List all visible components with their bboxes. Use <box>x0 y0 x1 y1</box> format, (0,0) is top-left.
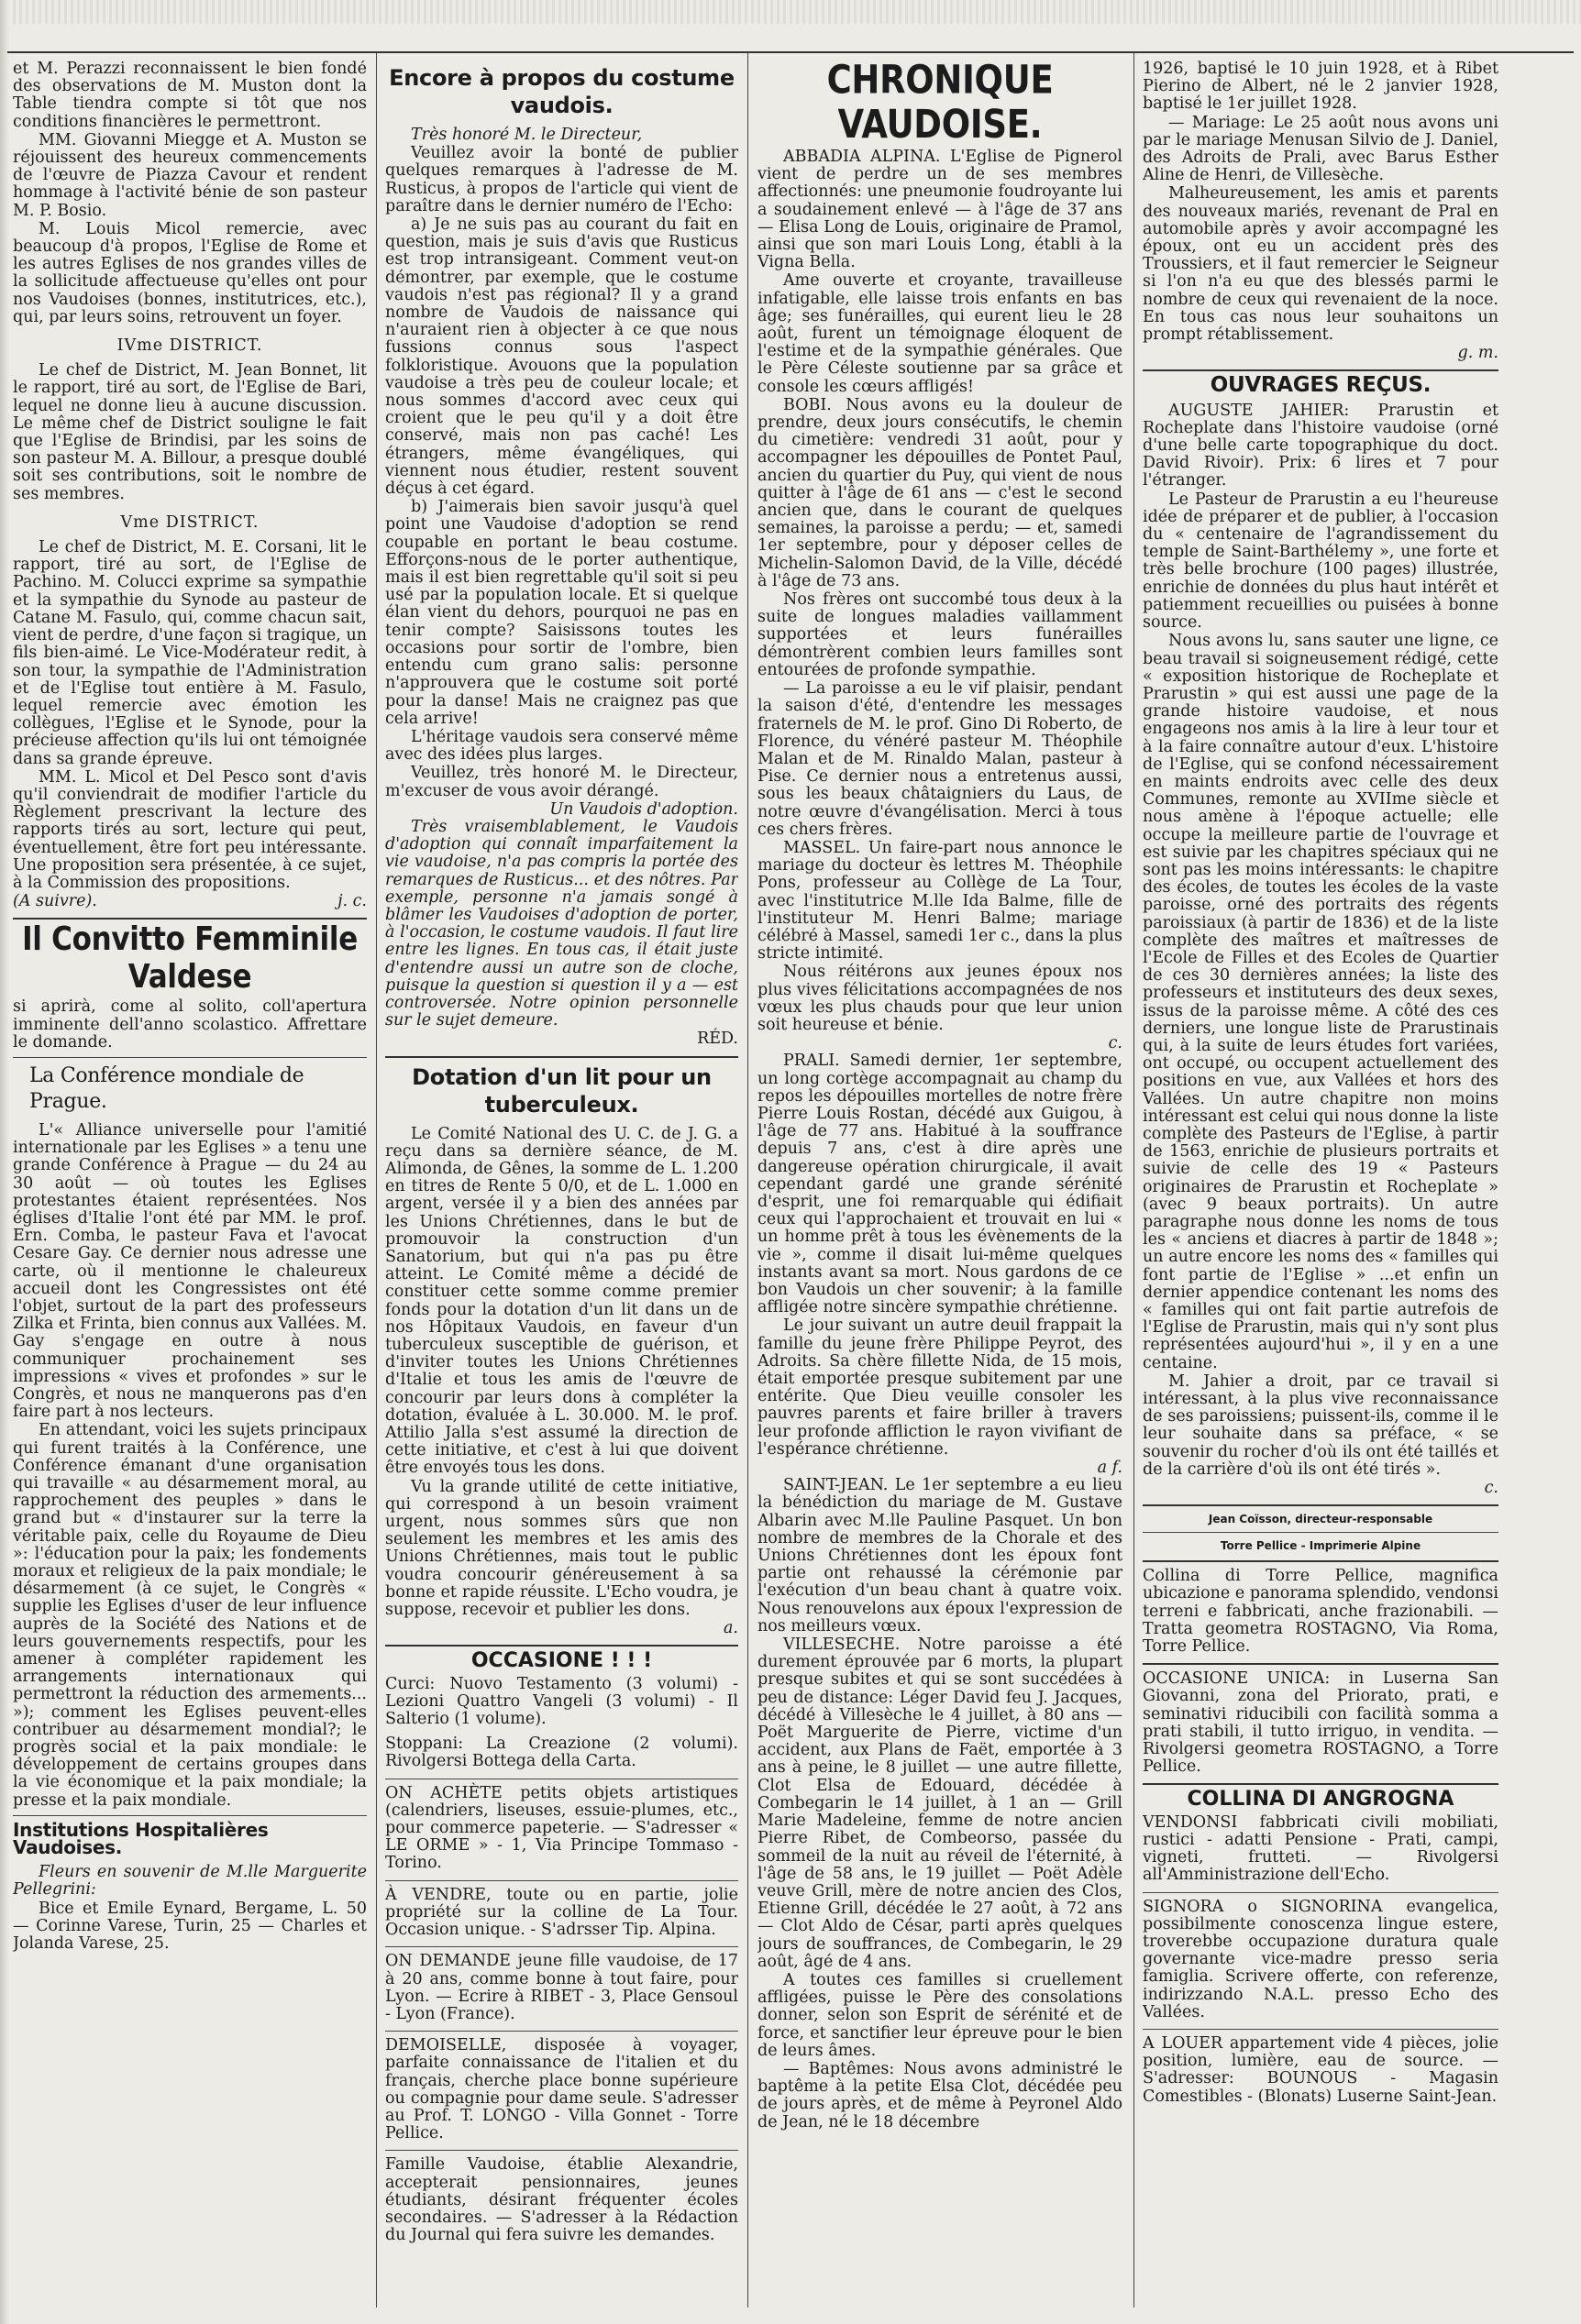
section-rule <box>13 1815 367 1816</box>
scan-edge-left <box>0 0 9 2324</box>
convitto-heading: Il Convitto Femminile Valdese <box>22 920 358 997</box>
ad-rule <box>385 1946 738 1947</box>
paragraph: Nous réitérons aux jeunes époux nos plus vives félicitations accompagnées de nos vœux les plus chauds pour que leur union soit heureuse et bénie. <box>757 963 1122 1034</box>
paragraph: MM. Giovanni Miegge et A. Muston se réjouissent des heureux commencements de l'œuvre de Piazza Cavour et rendent hommage à l'activité bénie de son pasteur M. P. Bosio. <box>13 130 367 220</box>
ad-text: SIGNORA o SIGNORINA evangelica, possibilmente conoscenza lingue estere, troverebbe occupazione duratura quale governante vice-madre presso seria famiglia. Scrivere offerte, con referenze, indirizzando N.A.L. presso Echo des Vallées. <box>1143 1897 1498 2021</box>
section-rule <box>385 1056 738 1058</box>
paragraph: — La paroisse a eu le vif plaisir, pendant la saison d'été, d'entendre les messages fraternels de M. le prof. Gino Di Roberto, de Florence, du vénéré pasteur M. Théophile Malan et de M. Rinaldo Malan, pasteur à Pise. Ce dernier nous a entretenus aussi, sous les beaux châtaigniers du Laus, de notre œuvre d'évangélisation. Merci à tous ces chers frères. <box>757 679 1122 839</box>
costume-heading: Encore à propos du costume vaudois. <box>389 65 735 118</box>
ad-text: A LOUER appartement vide 4 pièces, jolie position, lumière, eau de source. — S'adresser: BOUNOUS - Magasin Comestibles - (Blonats) Luserne Saint-Jean. <box>1143 2033 1498 2106</box>
column-separator <box>747 53 748 2307</box>
signature: RÉD. <box>697 1030 738 1049</box>
ad-text: ON ACHÈTE petits objets artistiques (calendriers, liseuses, essuie-plumes, etc., pour commerce papeterie. — S'adresser « LE ORME » - 1, Via Principe Tommaso - Torino. <box>385 1783 738 1873</box>
paragraph: En attendant, voici les sujets principaux qui furent traités à la Conférence, une Conférence émanant d'une organisation qui travaille « au désarmement moral, au rapprochement des peuples » dans le grand but « d'instaurer sur la terre la véritable paix, celle du Royaume de Dieu »: l'éducation pour la paix; les fondements moraux et religieux de la paix mondiale; le désarmement (à ce sujet, le Congrès « supplie les Eglises d'user de leur influence auprès de la Société des Nations et de leurs gouvernements respectifs, pour les amener à compléter rapidement les arrangements internationaux qui permettront la réduction des armements... »); comment les Eglises peuvent-elles contribuer au désarmement mondial?; le progrès social et la paix mondiale: le développement de certains groupes dans la vie économique et la paix mondiale; la presse et la paix mondiale. <box>13 1421 367 1810</box>
column-2 <box>385 61 738 2311</box>
paragraph: Veuillez, très honoré M. le Directeur, m'excuser de vous avoir dérangé. <box>385 764 738 800</box>
paragraph: SAINT-JEAN. Le 1er septembre a eu lieu la bénédiction du mariage de M. Gustave Albarin avec M.lle Pauline Pasquet. Un bon nombre de membres de la Chorale et des Unions Chrétiennes dont les époux font partie ont rehaussé la cérémonie par l'exécution d'un beau chant à quatre voix. Nous renouvelons aux époux l'expression de nos meilleurs vœux. <box>757 1476 1122 1636</box>
paragraph: — Mariage: Le 25 août nous avons uni par le mariage Menusan Silvio de J. Daniel, des Adroits de Prali, avec Barus Esther Aline de Henri, de Villesèche. <box>1143 113 1498 185</box>
paragraph: — Baptêmes: Nous avons administré le baptême à la petite Elsa Clot, décédée peu de jours après, et de même à Peyronel Aldo de Jean, né le 18 décembre <box>757 2059 1122 2131</box>
paragraph: L'« Alliance universelle pour l'amitié internationale par les Eglises » a tenu une grande Conférence à Prague — du 24 au 30 août — où toutes les Eglises protestantes étaient représentées. Nos églises d'Italie l'ont été par MM. le prof. Ern. Comba, le pasteur Fava et l'avocat Cesare Gay. Ce dernier nous adresse une carte, où il mentionne le chaleureux accueil dont les Congressistes ont été l'objet, surtout de la part des professeurs Zilka et Frinta, bien connus aux Vallées. M. Gay s'engage en outre à nous communiquer prochainement ses impressions « vives et profondes » sur le Congrès, et nous ne manquerons pas d'en faire part à nos lecteurs. <box>13 1120 367 1422</box>
section-rule <box>385 1645 738 1647</box>
angrogna-heading: COLLINA DI ANGROGNA <box>1187 1788 1454 1812</box>
paragraph: Malheureusement, les amis et parents des nouveaux mariés, revenant de Pral en automobile après y avoir accompagné les époux, ont eu un accident près des Troussiers, et il faut remercier le Seigneur si l'on n'a eu que des blessés parmi le nombre de ceux qui revenaient de la noce. En tous cas nous leur souhaitons un prompt rétablissement. <box>1143 184 1498 345</box>
paragraph: 1926, baptisé le 10 juin 1928, et à Ribet Pierino de Albert, né le 2 janvier 1928, baptisé le 1er juillet 1928. <box>1143 61 1498 114</box>
ad-text: DEMOISELLE, disposée à voyager, parfaite connaissance de l'italien et du français, cherche place bonne supérieure ou compagnie pour dame seule. S'adresser au Prof. T. LONGO - Villa Gonnet - Torre Pellice. <box>385 2036 738 2143</box>
ad-rule <box>1143 1663 1498 1665</box>
paragraph: Le Pasteur de Prarustin a eu l'heureuse idée de préparer et de publier, à l'occasion du « centenaire de l'agrandissement du temple de Saint-Barthélemy », une forte et très belle brochure (100 pages) illustrée, enrichie de données du plus haut intérêt et patiemment recueillies ou puisées à bonne source. <box>1143 490 1498 633</box>
column-separator <box>1133 53 1134 2307</box>
occasione-heading: OCCASIONE ! ! ! <box>470 1649 653 1673</box>
ouvrages-heading: OUVRAGES REÇUS. <box>1210 373 1432 398</box>
paragraph: MASSEL. Un faire-part nous annonce le mariage du docteur ès lettres M. Théophile Pons, professeur au Collège de La Tour, avec l'institutrice M.lle Ida Balme, fille de l'instituteur M. Henri Balme; mariage célébré à Massel, samedi 1er c., dans la plus stricte intimité. <box>757 838 1122 964</box>
signature: g. m. <box>1457 344 1498 363</box>
dotation-heading: Dotation d'un lit pour un tuberculeux. <box>412 1063 712 1118</box>
ad-text: Famille Vaudoise, établie Alexandrie, accepterait pensionnaires, jeunes étudiants, désirant fréquenter écoles secondaires. — S'adresser à la Rédaction du Journal qui fera suivre les demandes. <box>385 2155 738 2245</box>
paragraph: Le Comité National des U. C. de J. G. a reçu dans sa dernière séance, de M. Alimonda, de Gênes, la somme de L. 1.200 en titres de Rente 5 0/0, et de L. 1.000 en argent, versée il y a bien des années par les Unions Chrétiennes, dans le but de promouvoir la construction d'un Sanatorium, but qui n'a pas pu être atteint. Le Comité même a décidé de constituer cette somme comme premier fonds pour la dotation d'un lit dans un de nos Hôpitaux Vaudois, en faveur d'un tuberculeux susceptible de guérison, et d'inviter toutes les Unions Chrétiennes d'Italie et tous les amis de l'œuvre de concourir par leurs dons à compléter la dotation, évaluée à L. 30.000. M. le prof. Attilio Jalla s'est assumé la direction de cette initiative, et c'est à lui que doivent être envoyés tous les dons. <box>385 1124 738 1478</box>
imprint-rule <box>1143 1560 1498 1562</box>
paragraph: a) Je ne suis pas au courant du fait en question, mais je suis d'avis que Rusticus est trop intransigeant. Comment veut-on démontrer, par exemple, que le costume vaudois n'est pas régional? Il y a grand nombre de Vaudois de naissance qui n'auraient rien à objecter à ce que nous fussions connus sous l'aspect folkloristique. Avouons que la population vaudoise a très peu de couleur locale; et nous sommes d'accord avec ceux qui croient que le peu qu'il y a doit être conservé, mais non pas caché! Les étrangers, même évangéliques, qui viennent nous étudier, restent souvent déçus à cet égard. <box>385 215 738 499</box>
paragraph: PRALI. Samedi dernier, 1er septembre, un long cortège accompagnait au champ du repos les dépouilles mortelles de notre frère Pierre Louis Rostan, décédé aux Guigou, à l'âge de 77 ans. Habitué à la souffrance depuis 7 ans, c'est à dire après une dangereuse opération chirurgicale, il avait cependant gardé une grande sérénité d'esprit, une foi remarquable qui édifiait ceux qui l'approchaient et trouvait en lui « un homme prêt à tous les évènements de la vie », comme il disait lui-même quelques instants avant sa mort. Nous gardons de ce bon Vaudois un cher souvenir; à la famille affligée notre sincère sympathie chrétienne. <box>757 1052 1122 1317</box>
hospitals-heading: Institutions Hospitalières Vaudoises. <box>13 1818 269 1859</box>
paragraph: Le chef de District, M. E. Corsani, lit le rapport, tiré au sort, de l'Eglise de Pachino. M. Colucci exprime sa sympathie et la sympathie du Synode au pasteur de Catane M. Fasulo, qui, comme chacun sait, vient de perdre, d'une façon si tragique, un fils bien-aimé. Le Vice-Modérateur redit, à son tour, la sympathie de l'Administration et de l'Eglise tout entière à M. Fasulo, lequel remercie avec émotion les collègues, l'Eglise et le Synode, pour la précieuse affection qu'ils lui ont témoignée dans sa grande épreuve. <box>13 538 367 768</box>
signature: c. <box>1484 1479 1498 1498</box>
ad-rule <box>1143 1783 1498 1785</box>
signature: j. c. <box>337 892 367 911</box>
to-be-continued <box>13 893 367 910</box>
column-1 <box>13 61 367 2311</box>
ad-rule <box>385 1880 738 1881</box>
ad-text: Stoppani: La Creazione (2 volumi). Rivolgersi Bottega della Carta. <box>385 1735 738 1771</box>
signature: Un Vaudois d'adoption. <box>549 799 738 819</box>
section-rule <box>13 1057 367 1058</box>
suivre-note: (A suivre). <box>13 892 97 911</box>
paragraph: M. Louis Micol remercie, avec beaucoup d'à propos, l'Eglise de Rome et les autres Eglises de nos grandes villes de la sollicitude affectueuse qu'elles ont pour nos Vaudoises (bonnes, institutrices, etc.), qui, par leurs soins, retrouvent un foyer. <box>13 219 367 326</box>
paragraph: b) J'aimerais bien savoir jusqu'à quel point une Vaudoise d'adoption se rend coupable en portant le beau costume. Efforçons-nous de le porter authentique, mais il est bien regrettable qu'il soit si peu usé par la population locale. Et si quelque élan vient du dehors, pourquoi ne pas en tenir compte? Saisissons toutes les occasions pour sortir de l'ombre, bien entendu cum grano salis: personne n'approuvera que le costume soit porté pour la danse! Mais ne craignez pas que cela arrive! <box>385 498 738 728</box>
paragraph: Le chef de District, M. Jean Bonnet, lit le rapport, tiré au sort, de l'Eglise de Bari, lequel ne donne lieu à aucune discussion. Le même chef de District souligne le fait que l'Eglise de Brindisi, par les soins de son pasteur M. A. Billour, a presque doublé soit ses contributions, soit le nombre de ses membres. <box>13 361 367 503</box>
paragraph: A toutes ces familles si cruellement affligées, puisse le Père des consolations donner, selon son Esprit de sérénité et de force, et sanctifier leur épreuve pour le bien de leurs âmes. <box>757 1970 1122 2060</box>
ad-text: Curci: Nuovo Testamento (3 volumi) - Lezioni Quattro Vangeli (3 volumi) - Il Salterio (1 volume). <box>385 1674 738 1729</box>
paragraph: VILLESECHE. Notre paroisse a été durement éprouvée par 6 morts, la plupart presque subites et qui se sont succédées à peu de distance: Léger David feu J. Jacques, décédé à Villesèche le 4 juillet, à 80 ans — Poët Marguerite de Pierre, victime d'un accident, aux Plans de Faët, emportée à 3 ans à peine, le 8 juillet — une autre fillette, Clot Elsa de Edouard, décédée à Combegarin le 14 juillet, à 1 an — Grill Marie Madeleine, femme de notre ancien Pierre Ribet, de Combeorso, passée du sommeil de la nuit au réveil de l'éternité, à l'âge de 58 ans, le 19 juillet — Poët Adèle veuve Grill, mère de notre ancien des Clos, Etienne Grill, décédée le 27 août, à 72 ans — Clot Aldo de César, parti après quelques jours de souffrances, de Combegarin, le 29 août, âgé de 4 ans. <box>757 1636 1122 1971</box>
signature: c. <box>1108 1034 1122 1053</box>
signature: a f. <box>1097 1459 1122 1478</box>
imprint-rule <box>1143 1504 1498 1506</box>
paragraph: MM. L. Micol et Del Pesco sont d'avis qu'il conviendrait de modifier l'article du Règlement prescrivant la lecture des rapports tirés au sort, lecture qui peut, éventuellement, être fort peu intéressante. Une proposition sera présentée, à ce sujet, à la Commission des propositions. <box>13 767 367 892</box>
column-4 <box>1143 61 1498 2311</box>
ad-text: VENDONSI fabbricati civili mobiliati, rustici - adatti Pensione - Prati, campi, vigneti, frutteti. — Rivolgersi all'Amministrazione dell'Echo. <box>1143 1812 1498 1885</box>
column-3 <box>757 61 1122 2311</box>
paragraph: BOBI. Nous avons eu la douleur de prendre, deux jours consécutifs, le chemin du cimetière: vendredi 31 août, pour y accompagner les dépouilles de Pontet Paul, ancien du quartier du Puy, qui vient de nous quitter à l'âge de 61 ans — c'est le second ancien que, dans le courant de quelques semaines, la paroisse a perdu; — et, samedi 1er septembre, pour y déposer celles de Michelin-Salomon David, de la Ville, décédé à l'âge de 73 ans. <box>757 395 1122 590</box>
paragraph: et M. Perazzi reconnaissent le bien fondé des observations de M. Muston dont la Table tiendra compte si tôt que nos conditions financières le permettront. <box>13 61 367 131</box>
paragraph: Veuillez avoir la bonté de publier quelques remarques à l'adresse de M. Rusticus, à propos de l'article qui vient de paraître dans le dernier numéro de l'Echo: <box>385 144 738 215</box>
district-4-heading: IVme DISTRICT. <box>116 336 263 356</box>
editor-reply: Très vraisemblablement, le Vaudois d'adoption qui connaît imparfaitement la vie vaudoise, n'a pas compris la portée des remarques de Rusticus... et des nôtres. Par exemple, personne n'a jamais songé à blâmer les Vaudoises d'adoption de porter, à l'occasion, le costume vaudois. Il faut lire entre les lignes. En tous cas, il était juste d'entendre aussi un autre son de cloche, puisque la question si question il y a — est controversée. Notre opinion personnelle sur le sujet demeure. <box>385 817 738 1030</box>
convitto-text: si aprirà, come al solito, coll'apertura imminente dell'anno scolastico. Affrettare le domande. <box>13 997 367 1052</box>
ad-rule <box>385 2150 738 2151</box>
ad-rule <box>1143 1892 1498 1893</box>
ad-text: À VENDRE, toute ou en partie, jolie propriété sur la colline de La Tour. Occasion unique. - S'adrsser Tip. Alpina. <box>385 1885 738 1940</box>
imprint-director: Jean Coïsson, directeur-responsable <box>1208 1513 1433 1526</box>
prague-heading: La Conférence mondiale de Prague. <box>29 1063 304 1113</box>
paragraph: Bice et Emile Eynard, Bergame, L. 50 — Corinne Varese, Turin, 25 — Charles et Jolanda Varese, 25. <box>13 1899 367 1954</box>
district-5-heading: Vme DISTRICT. <box>120 512 260 532</box>
paragraph: Le jour suivant un autre deuil frappait la famille du jeune frère Philippe Peyrot, des Adroits. Sa chère fillette Nida, de 15 mois, était emportée presque subitement par une entérite. Que Dieu veuille consoler les pauvres parents et faire briller à travers leur profonde affliction le rayon vivifiant de l'espérance chrétienne. <box>757 1316 1122 1459</box>
paragraph: L'héritage vaudois sera conservé même avec des idées plus larges. <box>385 727 738 765</box>
imprint-rule <box>1143 1532 1498 1533</box>
ad-text: ON DEMANDE jeune fille vaudoise, de 17 à 20 ans, comme bonne à tout faire, pour Lyon. — Ecrire à RIBET - 3, Place Gensoul - Lyon (France). <box>385 1952 738 2023</box>
paragraph: Vu la grande utilité de cette initiative, qui correspond à un besoin vraiment urgent, nous sommes sûrs que non seulement les membres et les amis des Unions Chrétiennes, mais tout le public voudra concourir généreusement à sa bonne et rapide réussite. L'Echo voudra, je suppose, recevoir et publier les dons. <box>385 1477 738 1620</box>
salutation: Très honoré M. le Directeur, <box>411 126 643 144</box>
paragraph: Fleurs en souvenir de M.lle Marguerite Pellegrini: <box>13 1863 367 1900</box>
paragraph: ABBADIA ALPINA. L'Eglise de Pignerol vient de perdre un de ses membres affectionnés: une pneumonie foudroyante lui a soudainement enlevé — à l'âge de 37 ans — Elisa Long de Louis, originaire de Pramol, ainsi que son mari Louis Long, établi à la Vigna Bella. <box>757 148 1122 272</box>
top-rule <box>7 51 1574 53</box>
scan-edge-top <box>0 0 1581 24</box>
ad-rule <box>1143 2029 1498 2030</box>
paragraph: M. Jahier a droit, par ce travail si intéressant, à la plus vive reconnaissance de ses paroissiens; puissent-ils, comme il le leur souhaite dans sa préface, « se souvenir du rocher d'où ils ont été taillés et de la carrière d'où ils ont été tirés ». <box>1143 1371 1498 1479</box>
paragraph: Nous avons lu, sans sauter une ligne, ce beau travail si soigneusement rédigé, cette « exposition historique de Rocheplate et Prarustin » qui est aussi une page de la grande histoire vaudoise, et nous engageons nos amis à la lire à leur tour et à la faire connaître autour d'eux. L'histoire de l'Eglise, qui se confond nécessairement en maints endroits avec celle des deux Communes, remonte au XVIIme siècle et nous amène à l'époque actuelle; elle occupe la meilleure partie de l'ouvrage et est suivie par les chapitres spéciaux qui ne sont pas les moins intéressants: le chapitre des écoles, de toutes les écoles de la vaste paroisse, orné des portraits des régents paroissiaux (à partir de 1836) et de la liste complète des maîtres et maîtresses de l'Ecole de Filles et des Ecoles de Quartier de ces 30 dernières années; la liste des professeurs et instituteurs des deux sexes, issus de la paroisse même. A côté des ces derniers, une longue liste de Prarustinais qui, à la suite de leurs études fort variées, ont occupé, ou occupent actuellement des positions en vue, aux Vallées et hors des Vallées. Un autre chapitre non moins intéressant est celui qui nous donne la liste complète des Pasteurs de l'Eglise, à partir de 1563, enrichie de plusieurs portraits et suivie de celle des 19 « Pasteurs originaires de Prarustin et Rocheplate » (avec 9 beaux portraits). Un autre paragraphe nous donne les noms de tous les « anciens et diacres à partir de 1848 »; un autre encore les noms des « familles qui font partie de l'Eglise » ...et enfin un dernier appendice contenant les noms des « familles qui ont fait partie autrefois de l'Eglise de Prarustin, mais qui n'y sont plus représentées aujourd'hui », il y en a une centaine. <box>1143 632 1498 1372</box>
paragraph: Nos frères ont succombé tous deux à la suite de longues maladies vaillamment supportées et leurs funérailles démontrèrent combien leurs familles sont entourées de profonde sympathie. <box>757 590 1122 679</box>
column-separator <box>376 53 377 2307</box>
ad-rule <box>385 2031 738 2032</box>
chronique-heading: CHRONIQUE VAUDOISE. <box>826 61 1054 148</box>
ad-text: Collina di Torre Pellice, magnifica ubicazione e panorama splendido, vendonsi terreni e fabbricati, anche frazionabili. — Tratta geometra ROSTAGNO, Via Roma, Torre Pellice. <box>1143 1567 1498 1657</box>
section-rule <box>1143 369 1498 371</box>
imprint-printer: Torre Pellice - Imprimerie Alpine <box>1220 1539 1421 1553</box>
book-reference: AUGUSTE JAHIER: Prarustin et Rocheplate dans l'histoire vaudoise (orné d'une belle carte topographique du doct. David Rivoir). Prix: 6 lires et 7 pour l'étranger. <box>1143 401 1498 490</box>
ad-text: OCCASIONE UNICA: in Luserna San Giovanni, zona del Priorato, prati, e seminativi riducibili con facilità somma a prati stabili, il tutto irriguo, in vendita. — Rivolgersi geometra ROSTAGNO, a Torre Pellice. <box>1143 1669 1498 1777</box>
signature: a. <box>724 1619 738 1638</box>
paragraph: Ame ouverte et croyante, travailleuse infatigable, elle laisse trois enfants en bas âge; ses funérailles, qui eurent lieu le 28 août, furent un témoignage éloquent de l'estime et de la sympathie générales. Que le Père Céleste soutienne par sa grâce et console les cœurs affligés! <box>757 271 1122 396</box>
